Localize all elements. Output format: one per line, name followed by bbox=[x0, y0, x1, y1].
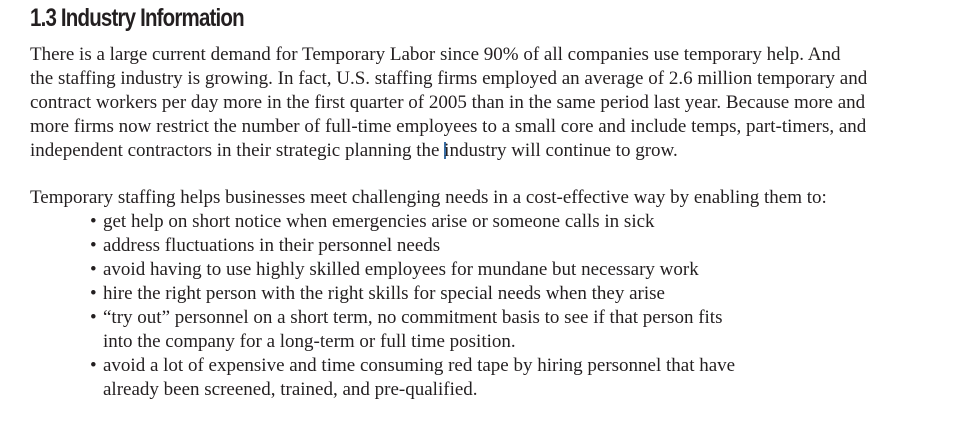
paragraph-line: contract workers per day more in the first quarter of 2005 than in the same period last year. Because more and bbox=[30, 92, 866, 113]
paragraph-line: There is a large current demand for Temporary Labor since 90% of all companies use temporary help. And bbox=[30, 44, 841, 65]
list-item-text: already been screened, trained, and pre-qualified. bbox=[103, 379, 478, 400]
bullet-icon: • bbox=[90, 307, 97, 328]
list-item-text: get help on short notice when emergencies arise or someone calls in sick bbox=[103, 211, 655, 232]
benefits-intro-paragraph: Temporary staffing helps businesses meet challenging needs in a cost-effective way by enabling them to: bbox=[30, 187, 827, 208]
list-item-text: avoid having to use highly skilled employees for mundane but necessary work bbox=[103, 259, 699, 280]
paragraph-line: the staffing industry is growing. In fact, U.S. staffing firms employed an average of 2.6 million temporary and bbox=[30, 68, 868, 89]
section-heading: 1.3 Industry Information bbox=[30, 4, 244, 32]
intro-paragraph bbox=[30, 43, 867, 163]
list-item-text: into the company for a long-term or full time position. bbox=[103, 331, 516, 352]
bullet-icon: • bbox=[90, 235, 97, 256]
list-item-text: hire the right person with the right skills for special needs when they arise bbox=[103, 283, 665, 304]
paragraph-line-start: independent contractors in their strategic planning the bbox=[30, 140, 445, 161]
list-item bbox=[90, 282, 735, 306]
paragraph-line bbox=[30, 139, 867, 163]
list-item-text: “try out” personnel on a short term, no commitment basis to see if that person fits bbox=[103, 307, 723, 328]
paragraph-line: more firms now restrict the number of full-time employees to a small core and include temps, part-timers, and bbox=[30, 116, 867, 137]
list-item-text: avoid a lot of expensive and time consuming red tape by hiring personnel that have bbox=[103, 355, 736, 376]
paragraph-line-end: industry will continue to grow. bbox=[444, 140, 678, 161]
list-item bbox=[90, 306, 735, 354]
bullet-icon: • bbox=[90, 283, 97, 304]
list-item bbox=[90, 234, 735, 258]
list-item bbox=[90, 354, 735, 402]
bullet-icon: • bbox=[90, 211, 97, 232]
benefits-list bbox=[90, 210, 735, 402]
list-item bbox=[90, 210, 735, 234]
bullet-icon: • bbox=[90, 259, 97, 280]
bullet-icon: • bbox=[90, 355, 97, 376]
list-item bbox=[90, 258, 735, 282]
list-item-text: address fluctuations in their personnel needs bbox=[103, 235, 441, 256]
